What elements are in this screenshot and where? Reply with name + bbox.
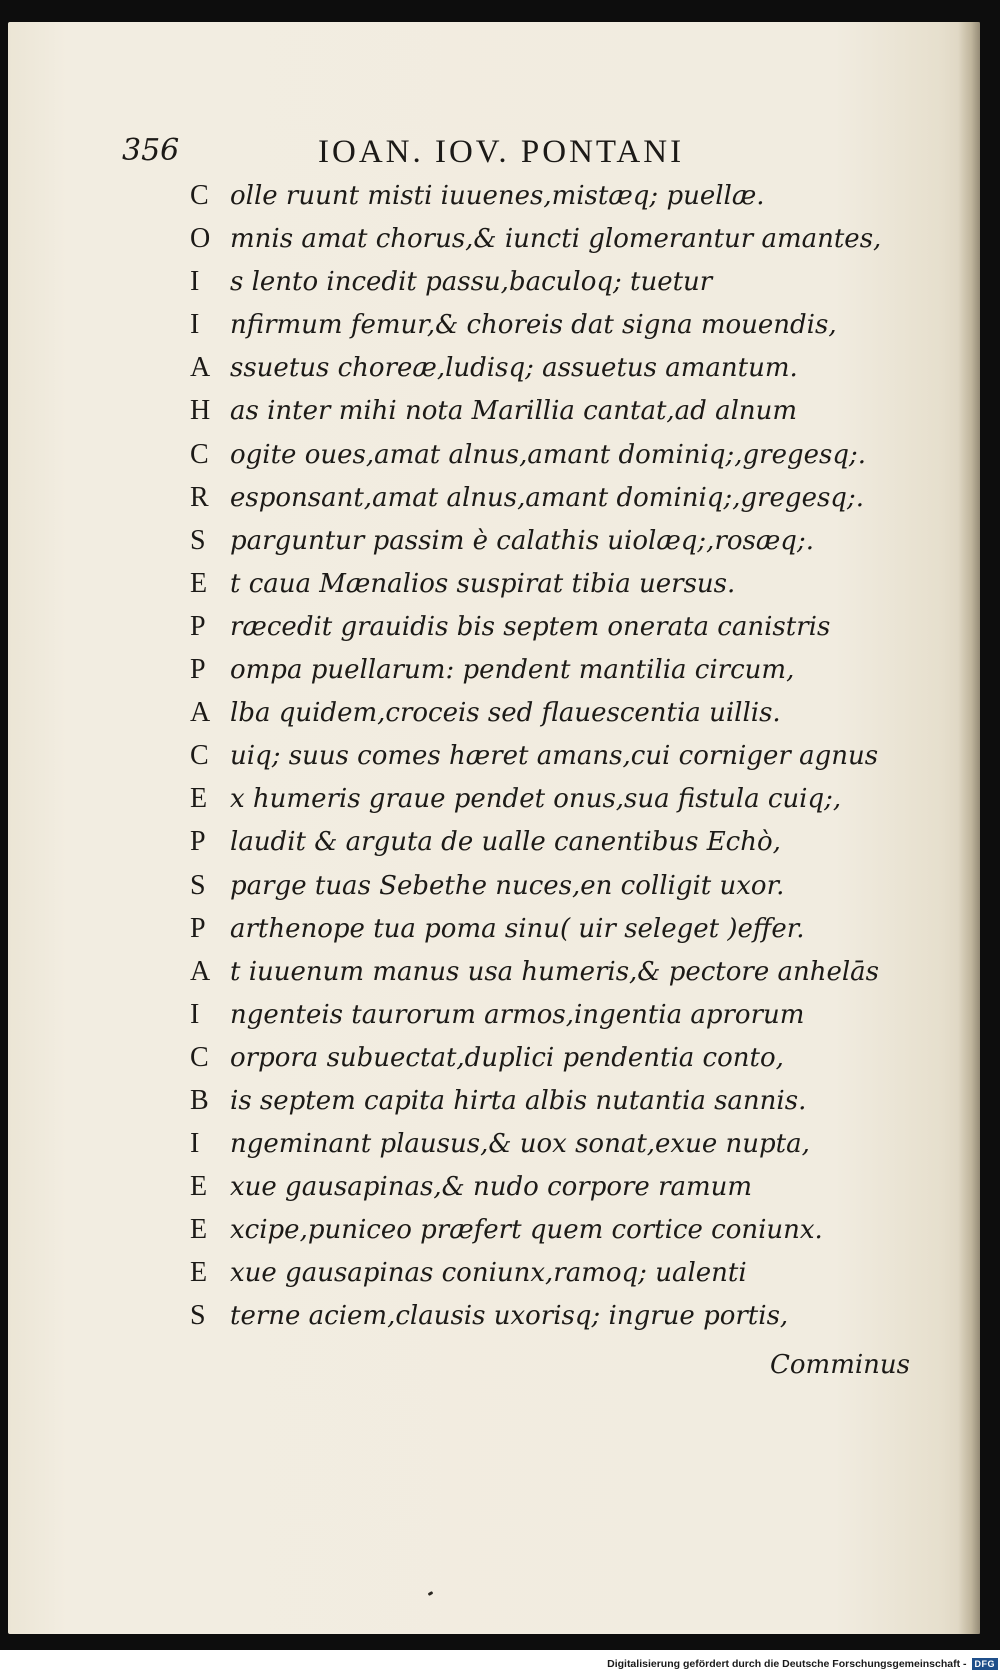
verse-text: t caua Mænalios suspirat tibia uersus. — [230, 568, 736, 599]
verse-line — [190, 956, 920, 999]
verse-text: olle ruunt misti iuuenes,mistæq; puellæ. — [230, 181, 765, 211]
acrostic-initial: I — [190, 1128, 201, 1160]
verse-line — [190, 1085, 920, 1128]
verse-text: terne aciem,clausis uxorisq; ingrue portis, — [230, 1301, 789, 1332]
acrostic-initial: C — [190, 438, 210, 470]
verse-text: xue gausapinas,& nudo corpore ramum — [230, 1172, 753, 1203]
catchword: Comminus — [770, 1350, 911, 1380]
verse-text: t iuuenum manus usa humeris,& pectore anhelās — [230, 956, 880, 987]
verse-line — [190, 309, 920, 352]
verse-line — [190, 568, 920, 611]
verse-line — [190, 1257, 920, 1300]
verse-text: uiq; suus comes hæret amans,cui corniger agnus — [230, 741, 879, 772]
verse-line — [190, 180, 920, 223]
verse-text: xue gausapinas coniunx,ramoq; ualenti — [230, 1258, 747, 1289]
verse-line — [190, 1214, 920, 1257]
page-number: 356 — [122, 133, 180, 168]
verse-text: is septem capita hirta albis nutantia sannis. — [230, 1085, 807, 1116]
verse-text: mnis amat chorus,& iuncti glomerantur amantes, — [230, 224, 882, 255]
acrostic-initial: E — [190, 783, 209, 815]
digitization-footer — [0, 1652, 1000, 1676]
acrostic-initial: H — [190, 395, 212, 427]
acrostic-initial: S — [190, 1300, 207, 1332]
verse-text: ssuetus choreæ,ludisq; assuetus amantum. — [230, 353, 798, 384]
running-head: IOAN. IOV. PONTANI — [318, 134, 685, 170]
verse-text: parge tuas Sebethe nuces,en colligit uxor. — [230, 870, 785, 901]
acrostic-initial: E — [190, 1257, 209, 1289]
acrostic-initial: A — [190, 352, 212, 384]
acrostic-initial: I — [190, 309, 201, 341]
verse-text: x humeris graue pendet onus,sua fistula cuiq;, — [230, 784, 842, 815]
verse-text: nfirmum femur,& choreis dat signa mouendis, — [230, 310, 837, 341]
verse-line — [190, 223, 920, 266]
acrostic-initial: O — [190, 223, 212, 255]
acrostic-initial: I — [190, 998, 201, 1030]
acrostic-initial: C — [190, 180, 210, 211]
verse-line — [190, 439, 920, 482]
acrostic-initial: C — [190, 1041, 210, 1073]
acrostic-initial: C — [190, 740, 210, 772]
verse-line — [190, 826, 920, 869]
verse-text: esponsant,amat alnus,amant dominiq;,gregesq;. — [230, 482, 864, 513]
acrostic-initial: I — [190, 266, 201, 298]
acrostic-initial: B — [190, 1084, 210, 1116]
acrostic-initial: S — [190, 869, 207, 901]
verse-text: lba quidem,croceis sed flauescentia uillis. — [230, 698, 781, 729]
verse-line — [190, 266, 920, 309]
footer-credit: Digitalisierung gefördert durch die Deutsche Forschungsgemeinschaft - — [607, 1658, 967, 1670]
verse-line — [190, 697, 920, 740]
verse-text: ræcedit grauidis bis septem onerata canistris — [230, 611, 831, 642]
verse-line — [190, 525, 920, 568]
verse-line — [190, 870, 920, 913]
verse-line — [190, 482, 920, 525]
acrostic-initial: P — [190, 654, 207, 686]
verse-text: parguntur passim è calathis uiolæq;,rosæq;. — [230, 525, 814, 556]
verse-line — [190, 352, 920, 395]
verse-line — [190, 783, 920, 826]
verse-text: as inter mihi nota Marillia cantat,ad alnum — [230, 396, 798, 427]
acrostic-initial: P — [190, 912, 207, 944]
verse-text: arthenope tua poma sinu( uir seleget )effer. — [230, 913, 805, 944]
verse-text: orpora subuectat,duplici pendentia conto, — [230, 1042, 784, 1073]
acrostic-initial: E — [190, 1214, 209, 1246]
dfg-logo: DFG — [972, 1658, 999, 1670]
verse-line — [190, 999, 920, 1042]
verse-text: s lento incedit passu,baculoq; tuetur — [230, 267, 713, 298]
acrostic-initial: E — [190, 1171, 209, 1203]
acrostic-initial: E — [190, 567, 209, 599]
acrostic-initial: S — [190, 524, 207, 556]
verse-text: laudit & arguta de ualle canentibus Echò, — [230, 827, 781, 858]
verse-text: ogite oues,amat alnus,amant dominiq;,gregesq;. — [230, 439, 866, 470]
verse-line — [190, 740, 920, 783]
verse-line — [190, 1042, 920, 1085]
verse-text: ngeminant plausus,& uox sonat,exue nupta, — [230, 1129, 810, 1160]
verse-line — [190, 1171, 920, 1214]
verse-lines — [190, 180, 920, 1344]
verse-line — [190, 395, 920, 438]
verse-line — [190, 913, 920, 956]
page-edge-shadow — [958, 22, 980, 1634]
acrostic-initial: A — [190, 697, 212, 729]
verse-text: ngenteis taurorum armos,ingentia aprorum — [230, 999, 805, 1030]
verse-line — [190, 1300, 920, 1343]
acrostic-initial: P — [190, 826, 207, 858]
verse-line — [190, 1128, 920, 1171]
verse-line — [190, 611, 920, 654]
verse-line — [190, 654, 920, 697]
acrostic-initial: P — [190, 610, 207, 642]
acrostic-initial: A — [190, 955, 212, 987]
acrostic-initial: R — [190, 481, 210, 513]
verse-text: xcipe,puniceo præfert quem cortice coniunx. — [230, 1215, 823, 1246]
verse-text: ompa puellarum: pendent mantilia circum, — [230, 655, 795, 686]
